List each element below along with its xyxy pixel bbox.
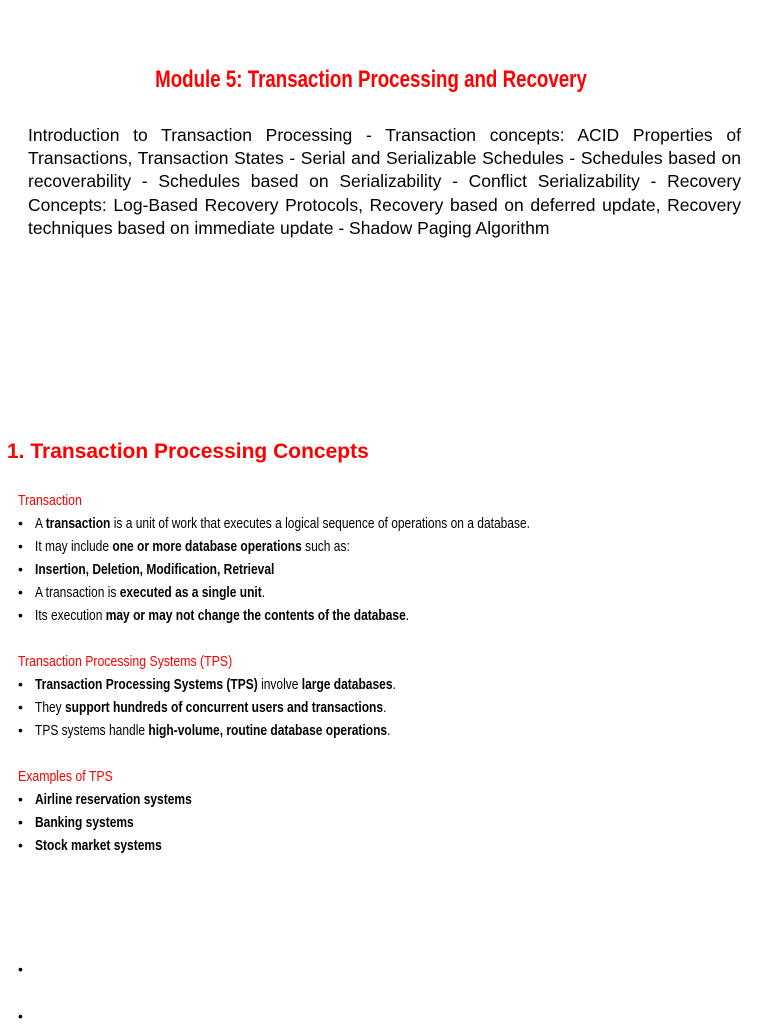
text-run: . [261, 584, 266, 601]
bullet-marker: • [18, 561, 23, 577]
tps-examples-section [18, 765, 738, 857]
bold-term: high-volume, routine database operations [148, 722, 388, 739]
bullet-text [35, 673, 396, 696]
bullet-marker: • [18, 584, 23, 600]
bullet-text [35, 512, 530, 535]
bold-term: Banking systems [35, 814, 134, 831]
tps-section [18, 650, 738, 742]
text-run: such as: [301, 538, 350, 555]
bullet-text [35, 834, 162, 857]
text-run: involve [257, 676, 302, 693]
bullet-text [35, 558, 274, 581]
bullet-text [35, 535, 350, 558]
bullet-text [35, 604, 409, 627]
tps-examples-bullet-list [18, 788, 738, 857]
bullet-marker: • [18, 814, 23, 830]
transaction-bullet-list [18, 512, 738, 627]
bullet-text [35, 719, 390, 742]
text-run: . [387, 722, 391, 739]
bullet-text [35, 581, 265, 604]
empty-bullet: • [18, 961, 23, 977]
text-run: They [35, 699, 66, 716]
bold-term: support hundreds of concurrent users and transactions [65, 699, 384, 716]
bold-term: may or may not change the contents of the database [105, 607, 406, 624]
bullet-item [18, 604, 738, 627]
text-run: A transaction is [35, 584, 120, 601]
bullet-marker: • [18, 676, 23, 692]
text-run: . [383, 699, 387, 716]
bold-term: Transaction Processing Systems (TPS) [35, 676, 258, 693]
bullet-item [18, 673, 738, 696]
bullet-text [35, 696, 386, 719]
text-run: . [392, 676, 396, 693]
bold-term: Stock market systems [35, 837, 162, 854]
tps-subheading: Transaction Processing Systems (TPS) [18, 653, 233, 670]
bullet-item [18, 512, 738, 535]
bullet-item [18, 719, 738, 742]
transaction-subheading: Transaction [18, 492, 82, 509]
bullet-marker: • [18, 515, 23, 531]
bold-term: transaction [45, 515, 111, 532]
bullet-marker: • [18, 699, 23, 715]
text-run: . [405, 607, 410, 624]
text-run: It may include [35, 538, 113, 555]
bullet-item [18, 834, 738, 857]
text-run: is a unit of work that executes a logical sequence of operations on a database. [110, 515, 530, 532]
bullet-marker: • [18, 837, 23, 853]
bullet-item [18, 558, 738, 581]
bullet-item [18, 788, 738, 811]
text-run: Its execution [35, 607, 106, 624]
module-syllabus-paragraph: Introduction to Transaction Processing - Transaction concepts: ACID Properties of Transactions, Transaction States - Serial and Serializable Schedules - Schedules based on recoverability - Schedules based on Serializability - Conflict Serializability - Recovery Concepts: Log-Based Recovery Protocols, Recovery based on deferred update, Recovery techniques based on immediate update - Shadow Paging Algorithm [28, 125, 741, 238]
bullet-marker: • [18, 607, 23, 623]
bullet-item [18, 535, 738, 558]
bullet-item [18, 811, 738, 834]
section-heading: 1. Transaction Processing Concepts [7, 440, 369, 463]
bullet-marker: • [18, 791, 23, 807]
bullet-marker: • [18, 538, 23, 554]
bullet-item [18, 581, 738, 604]
module-title: Module 5: Transaction Processing and Recovery [155, 66, 587, 94]
bullet-text [35, 788, 192, 811]
text-run: A [35, 515, 46, 532]
tps-examples-subheading: Examples of TPS [18, 768, 113, 785]
bold-term: executed as a single unit [119, 584, 262, 601]
empty-bullet: • [18, 1008, 23, 1024]
transaction-section [18, 489, 738, 627]
bold-term: Airline reservation systems [35, 791, 192, 808]
bold-term: large databases [301, 676, 393, 693]
text-run: TPS systems handle [35, 722, 149, 739]
bold-term: one or more database operations [112, 538, 302, 555]
bullet-text [35, 811, 134, 834]
bullet-marker: • [18, 722, 23, 738]
bullet-item [18, 696, 738, 719]
bold-term: Insertion, Deletion, Modification, Retrieval [35, 561, 275, 578]
tps-bullet-list [18, 673, 738, 742]
